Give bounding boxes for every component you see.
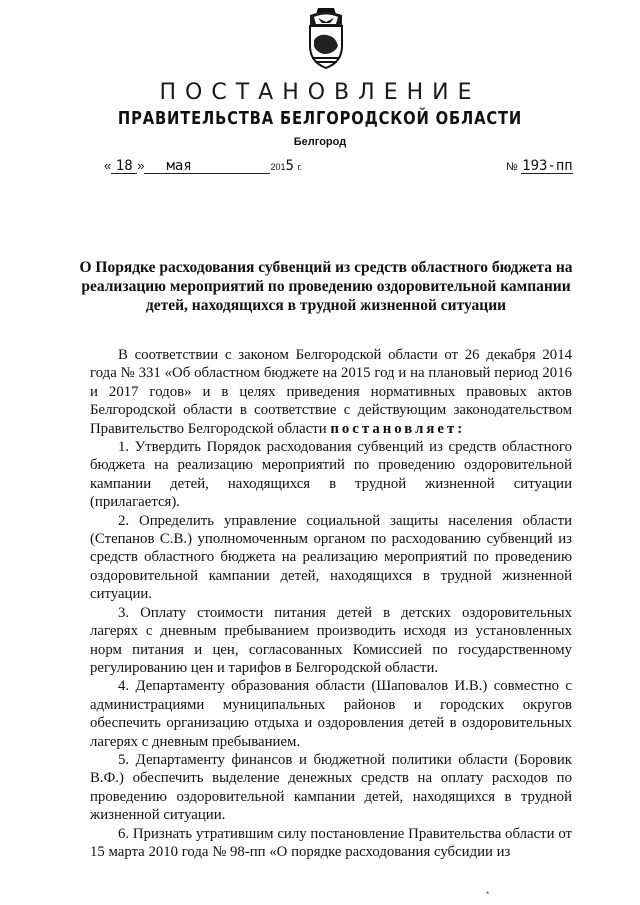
date-quote-close: » xyxy=(137,158,145,173)
clause-4: 4. Департаменту образования области (Шаповалов И.В.) совместно с администрациями муниципальных районов и городских округов обеспечить организацию отдыха и оздоровления детей в оздоровительных лагерях с дневным пребыванием. xyxy=(90,678,572,750)
document-type-heading: ПОСТАНОВЛЕНИЕ xyxy=(159,80,481,105)
date-field xyxy=(104,158,302,174)
document-body xyxy=(90,346,572,861)
clause-3: 3. Оплату стоимости питания детей в детских оздоровительных лагерях с дневным пребыванием производить исходя из установленных норм питания и цен, согласованных Комиссией по государственному регулированию цен и тарифов в Белгородской области. xyxy=(90,604,572,676)
date-day: 18 xyxy=(111,159,137,174)
clause-5: 5. Департаменту финансов и бюджетной политики области (Боровик В.Ф.) обеспечить выделение денежных средств на оплату расходов по проведению оздоровительной кампании детей, находящихся в трудной жизненной ситуации. xyxy=(90,751,572,824)
city-label: Белгород xyxy=(293,136,347,148)
clause-6: 6. Признать утратившим силу постановление Правительства области от 15 марта 2010 года № 98-пп «О порядке расходования субсидии из xyxy=(90,825,572,860)
coat-of-arms-emblem xyxy=(300,6,352,70)
document-title: О Порядке расходования субвенций из средств областного бюджета на реализацию мероприятий по проведению оздоровительной кампании детей, находящихся в трудной жизненной ситуации xyxy=(79,259,573,314)
date-year-unit: г. xyxy=(297,162,303,172)
date-year-suffix: 5 xyxy=(285,158,294,174)
page-mark: * xyxy=(486,890,490,899)
resolution-keyword: постановляет: xyxy=(330,420,466,437)
clause-1: 1. Утвердить Порядок расходования субвенций из средств областного бюджета на реализацию мероприятий по проведению оздоровительной кампании детей, находящихся в трудной жизненной ситуации (прилагается). xyxy=(90,439,572,511)
date-quote-open: « xyxy=(104,158,112,173)
document-number: 193-пп xyxy=(522,158,573,174)
preamble-text: В соответствии с законом Белгородской области от 26 декабря 2014 года № 331 «Об областном бюджете на 2015 год и на плановый период 2016 и 2017 годов» и в целях приведения нормативных правовых актов Белгородской области в соответствие с действующим законодательством Правительство Белгородской области xyxy=(90,347,572,437)
issuing-authority-heading: ПРАВИТЕЛЬСТВА БЕЛГОРОДСКОЙ ОБЛАСТИ xyxy=(117,108,523,129)
document-number-field xyxy=(506,158,573,174)
date-year-prefix: 201 xyxy=(270,162,286,172)
number-label: № xyxy=(506,161,518,173)
preamble-paragraph xyxy=(90,346,572,438)
clause-2: 2. Определить управление социальной защиты населения области (Степанов С.В.) уполномоченным органом по расходованию субвенций из средств областного бюджета на реализацию мероприятий по проведению оздоровительной кампании детей, находящихся в трудной жизненной ситуации. xyxy=(90,512,572,603)
date-month: мая xyxy=(144,159,270,174)
